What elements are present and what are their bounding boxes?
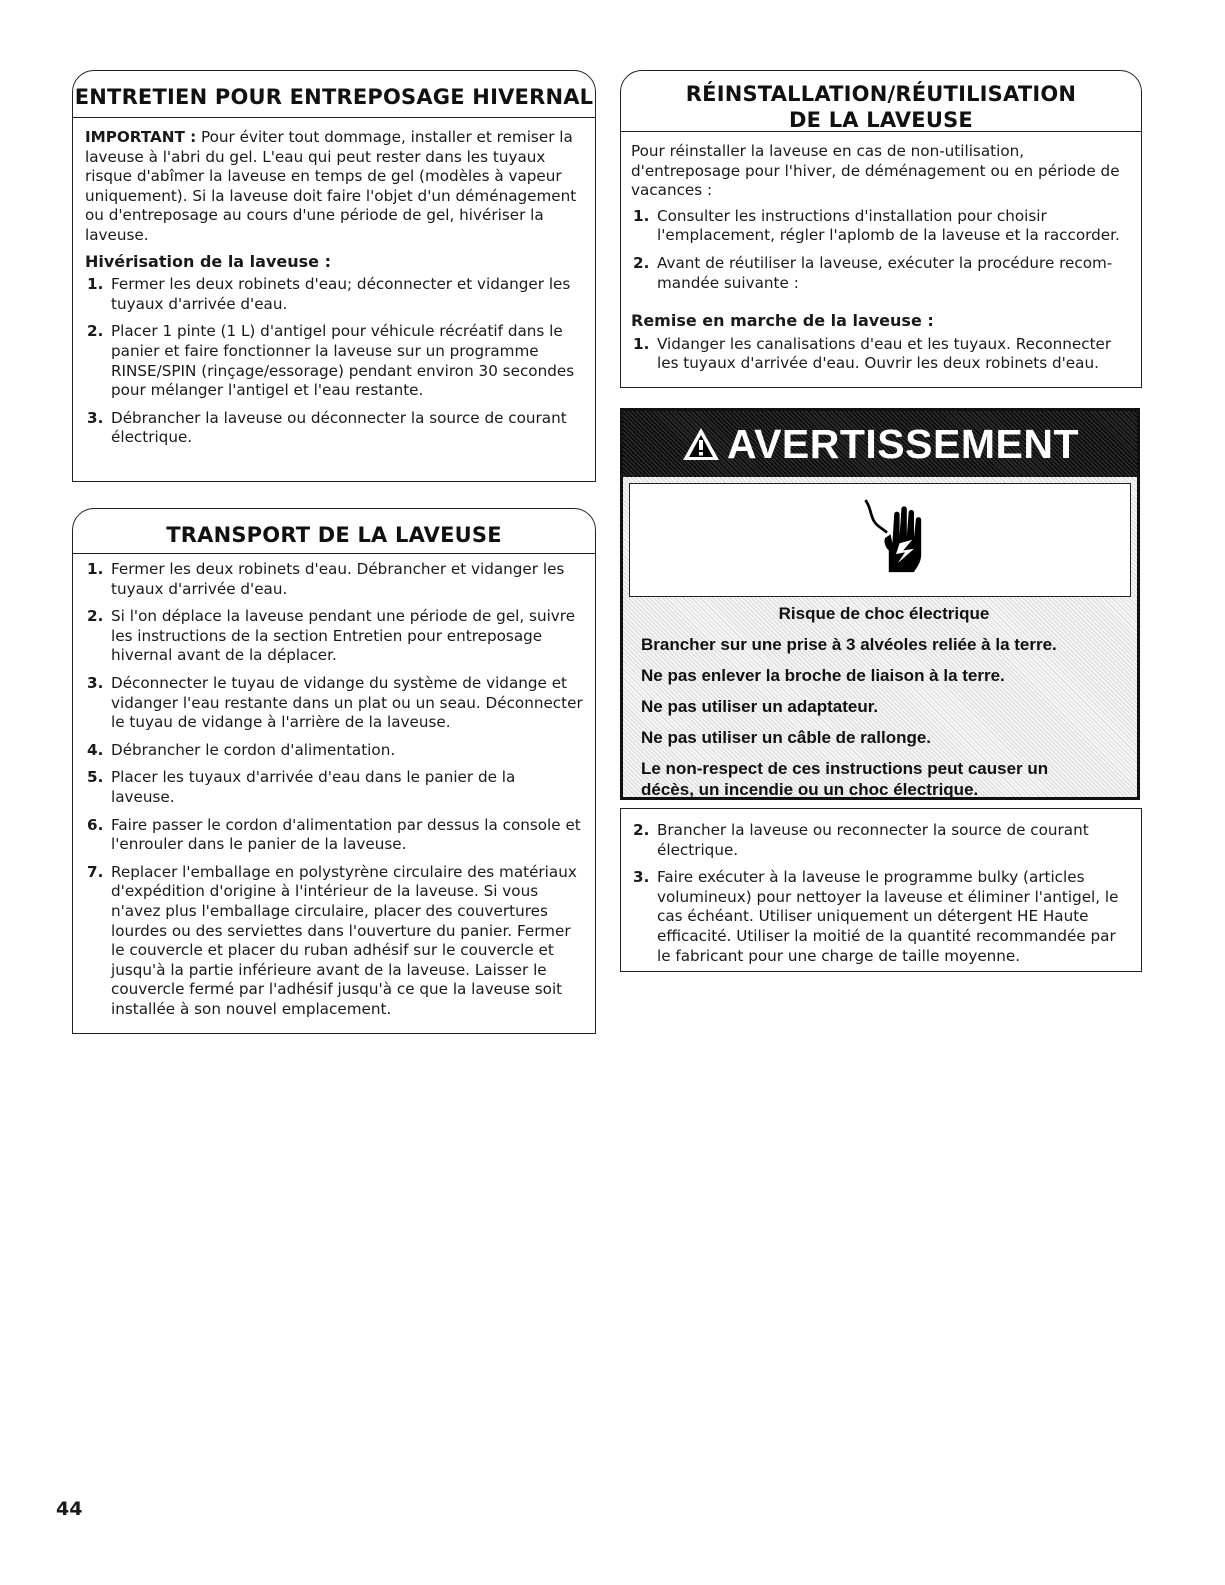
warning-line: Ne pas utiliser un adaptateur.	[641, 697, 879, 716]
step-text: Vidanger les canalisations d'eau et les tuyaux. Reconnecter les tuyaux d'arrivée d'eau. Ouvrir les deux robinets d'eau.	[657, 334, 1112, 373]
warning-triangle-icon	[681, 426, 721, 462]
reinstall-steps	[631, 207, 1131, 293]
winter-storage-title	[72, 70, 596, 118]
transport-title	[72, 508, 596, 554]
step-text: Débrancher la laveuse ou déconnecter la source de courant électrique.	[111, 408, 567, 447]
step-number: 5.	[87, 768, 104, 787]
step-text: Placer 1 pinte (1 L) d'antigel pour véhicule récréatif dans le panier et faire fonctionner la laveuse sur un programme RINSE/SPIN (rinçage/essorage) pendant environ 30 secondes pour mélanger l'antigel et l'eau restante.	[111, 322, 575, 400]
list-item	[631, 821, 1131, 860]
reinstall-section	[620, 70, 1142, 388]
winter-storage-section	[72, 70, 596, 482]
step-number: 2.	[633, 253, 650, 272]
step-text: Faire passer le cordon d'alimentation par dessus la console et l'enrouler dans le panier de la laveuse.	[111, 815, 581, 854]
warning-icon-panel	[629, 483, 1131, 597]
step-number: 7.	[87, 862, 104, 881]
page-number: 44	[56, 1498, 83, 1520]
warning-line: Ne pas enlever la broche de liaison à la terre.	[641, 666, 1005, 685]
list-item	[631, 868, 1131, 966]
list-item	[85, 741, 583, 761]
transport-steps	[85, 560, 583, 1019]
warning-header-text: AVERTISSEMENT	[727, 420, 1079, 467]
list-item	[85, 674, 583, 733]
important-label: IMPORTANT :	[85, 128, 197, 146]
list-item	[85, 816, 583, 855]
warning-risk: Risque de choc électrique	[778, 604, 990, 623]
list-item	[631, 335, 1131, 374]
list-item	[631, 254, 1131, 293]
step-number: 3.	[633, 868, 650, 887]
list-item	[631, 207, 1131, 246]
reinstall-title-line2: DE LA LAVEUSE	[789, 108, 973, 132]
important-text: Pour éviter tout dommage, installer et remiser la laveuse à l'abri du gel. L'eau qui peut rester dans les tuyaux risque d'abîmer la laveuse en temps de gel (modèles à vapeur uniquement). Si la laveuse doit faire l'objet d'un déménagement ou d'entreposage au cours d'une période de gel, hivériser la laveuse.	[85, 128, 577, 244]
reinstall-title	[620, 70, 1142, 132]
step-text: Fermer les deux robinets d'eau; déconnecter et vidanger les tuyaux d'arrivée d'eau.	[111, 275, 571, 313]
reinstall-body	[620, 132, 1142, 388]
winter-storage-body	[72, 118, 596, 482]
step-number: 2.	[87, 607, 104, 626]
transport-body	[72, 554, 596, 1034]
after-warning-box	[620, 808, 1142, 972]
step-number: 2.	[87, 322, 104, 341]
step-text: Faire exécuter à la laveuse le programme bulky (articles volumineux) pour nettoyer la laveuse et éliminer l'antigel, le cas échéant. Utiliser uniquement un détergent HE Haute efficacité. Utiliser la moitié de la quantité recommandée par le fabricant pour une charge de taille moyenne.	[657, 868, 1119, 965]
step-number: 1.	[87, 275, 104, 294]
list-item	[85, 322, 583, 400]
list-item	[85, 275, 583, 314]
step-text: Consulter les instructions d'installation pour choisir l'emplacement, régler l'aplomb de la laveuse et la raccorder.	[657, 206, 1120, 245]
warning-line: Le non-respect de ces instructions peut causer un décès, un incendie ou un choc électrique.	[641, 759, 1049, 799]
warning-line: Brancher sur une prise à 3 alvéoles reliée à la terre.	[641, 635, 1057, 654]
list-item	[85, 768, 583, 807]
warning-header	[623, 411, 1137, 477]
step-text: Brancher la laveuse ou reconnecter la source de courant électrique.	[657, 821, 1089, 859]
list-item	[85, 607, 583, 666]
step-number: 2.	[633, 821, 650, 839]
important-paragraph	[85, 128, 583, 246]
warning-line: Ne pas utiliser un câble de rallonge.	[641, 728, 932, 747]
step-number: 1.	[633, 206, 650, 225]
step-number: 1.	[633, 334, 650, 353]
winterize-subhead: Hivérisation de la laveuse :	[85, 251, 331, 271]
after-warning-steps	[631, 821, 1131, 966]
transport-section	[72, 508, 596, 1034]
list-item	[85, 560, 583, 599]
electric-shock-hand-icon	[860, 494, 932, 580]
step-number: 3.	[87, 408, 104, 427]
step-text: Fermer les deux robinets d'eau. Débrancher et vidanger les tuyaux d'arrivée d'eau.	[111, 560, 565, 598]
step-text: Débrancher le cordon d'alimentation.	[111, 740, 396, 759]
step-number: 1.	[87, 560, 104, 578]
warning-text	[641, 603, 1127, 810]
step-text: Si l'on déplace la laveuse pendant une période de gel, suivre les instructions de la section Entretien pour entreposage hivernal avant de la déplacer.	[111, 607, 576, 665]
winterize-steps	[85, 275, 583, 448]
step-text: Placer les tuyaux d'arrivée d'eau dans le panier de la laveuse.	[111, 768, 516, 806]
restart-steps	[631, 335, 1131, 374]
list-item	[85, 409, 583, 448]
step-number: 3.	[87, 673, 104, 692]
step-text: Déconnecter le tuyau de vidange du système de vidange et vidanger l'eau restante dans un plat ou un seau. Déconnecter le tuyau de vidange à l'arrière de la laveuse.	[111, 673, 583, 732]
step-text: Avant de réutiliser la laveuse, exécuter la procédure recom-mandée suivante :	[657, 253, 1113, 292]
step-number: 4.	[87, 740, 104, 759]
reinstall-intro: Pour réinstaller la laveuse en cas de non-utilisation, d'entreposage pour l'hiver, de déménagement ou en période de vacances :	[631, 142, 1120, 200]
transport-title-text: TRANSPORT DE LA LAVEUSE	[166, 523, 502, 547]
winter-storage-title-text: ENTRETIEN POUR ENTREPOSAGE HIVERNAL	[74, 85, 594, 109]
restart-subhead: Remise en marche de la laveuse :	[631, 311, 934, 331]
reinstall-title-line1: RÉINSTALLATION/RÉUTILISATION	[685, 82, 1077, 106]
step-text: Replacer l'emballage en polystyrène circulaire des matériaux d'expédition d'origine à l'intérieur de la laveuse. Si vous n'avez plus l'emballage circulaire, placer des couvertures lourdes ou des serviettes dans l'ouverture du panier. Fermer le couvercle et placer du ruban adhésif sur le couvercle et jusqu'à la partie inférieure avant de la laveuse. Laisser le couvercle fermé par l'adhésif jusqu'à ce que la laveuse soit installée à son nouvel emplacement.	[111, 862, 577, 1018]
list-item	[85, 863, 583, 1020]
step-number: 6.	[87, 815, 104, 834]
warning-box	[620, 408, 1140, 800]
